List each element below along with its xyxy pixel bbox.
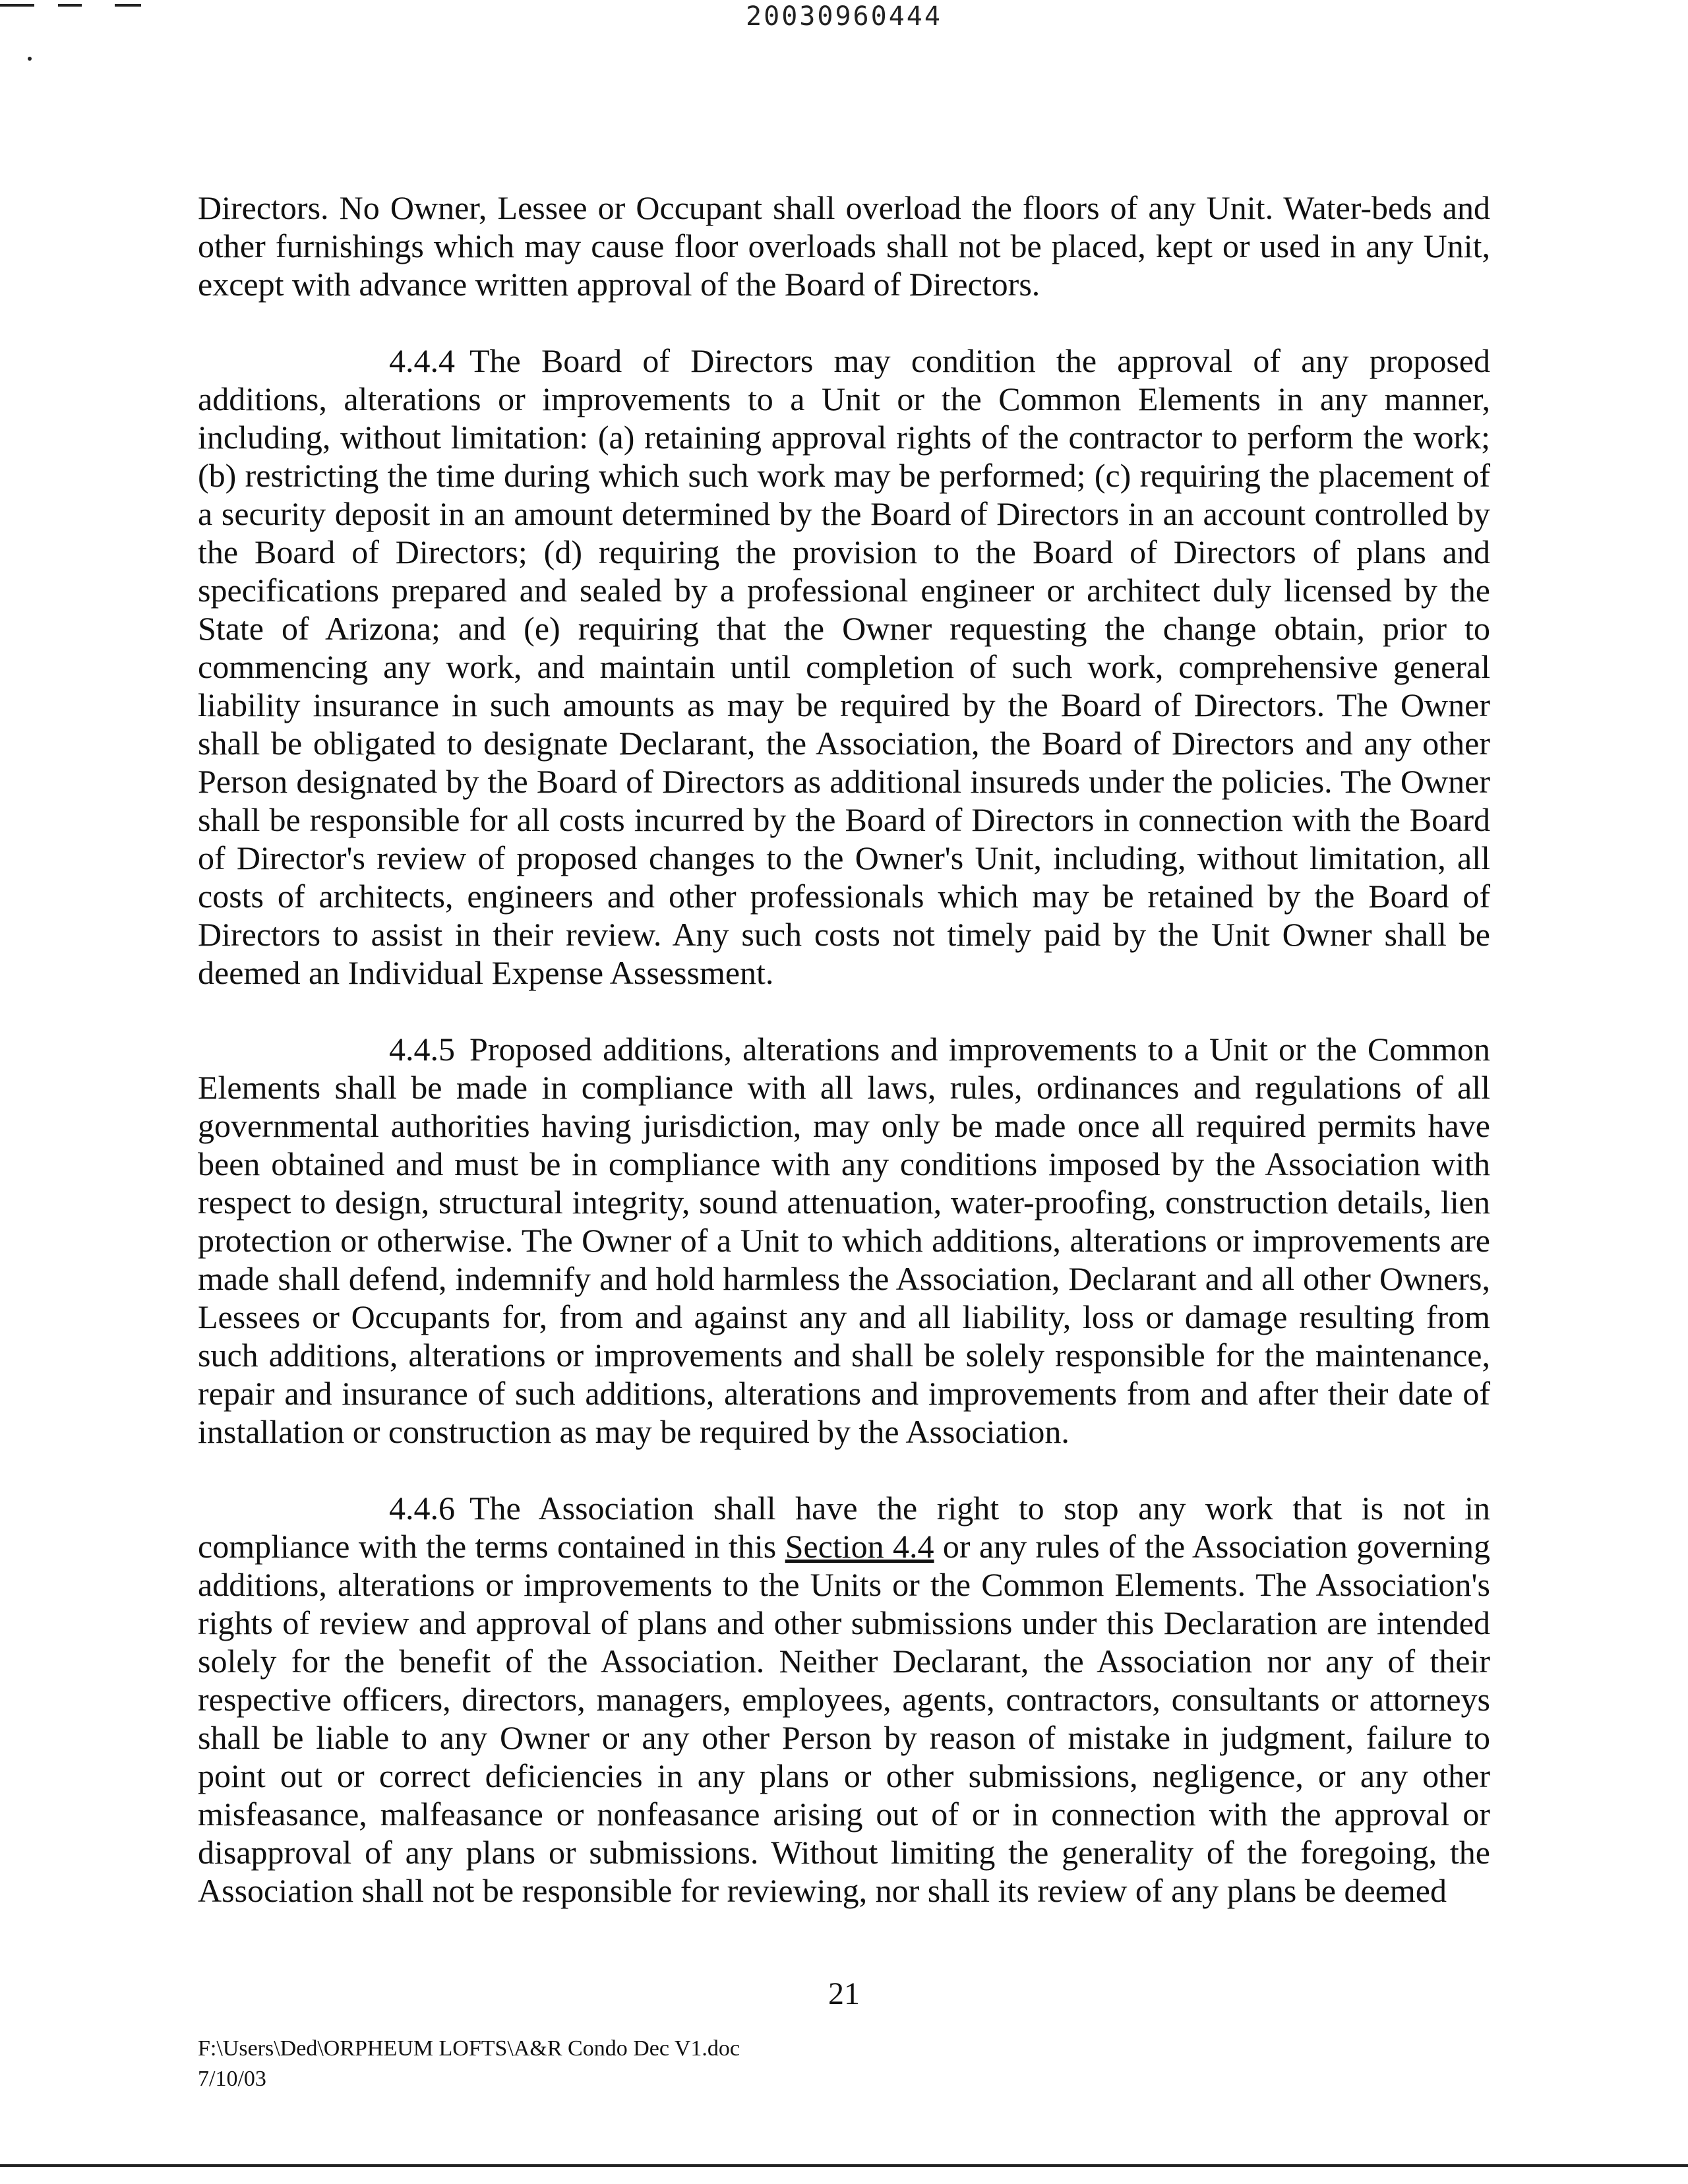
section-4-4-4 bbox=[198, 342, 1490, 992]
paragraph-continuation bbox=[198, 189, 1490, 303]
document-number: 20030960444 bbox=[746, 1, 942, 32]
section-number: 4.4.4 bbox=[389, 342, 455, 379]
section-reference: Section 4.4 bbox=[785, 1528, 934, 1565]
paragraph-text: The Association shall have the right to stop any work that is not in compliance with the terms contained in this bbox=[198, 1490, 1490, 1565]
footer-date: 7/10/03 bbox=[198, 2067, 266, 2091]
section-number: 4.4.5 bbox=[389, 1031, 455, 1068]
footer bbox=[198, 2034, 740, 2094]
section-number: 4.4.6 bbox=[389, 1490, 455, 1527]
paragraph-text: Directors. No Owner, Lessee or Occupant shall overload the floors of any Unit. Water-beds and other furnishings which may cause floor overloads shall not be placed, kept or used in any Unit, except with advance written approval of the Board of Directors. bbox=[198, 189, 1490, 303]
section-4-4-6 bbox=[198, 1489, 1490, 1910]
page-number: 21 bbox=[828, 1976, 860, 2011]
bottom-rule bbox=[0, 2164, 1688, 2167]
paragraph-text: or any rules of the Association governing additions, alterations or improvements to the Units or the Common Elements. The Association's rights of review and approval of plans and other submissions under this Declaration are intended solely for the benefit of the Association. Neither Declarant, the Association nor any of their respective officers, directors, managers, employees, agents, contractors, consultants or attorneys shall be liable to any Owner or any other Person by reason of mistake in judgment, failure to point out or correct deficiencies in any plans or other submissions, negligence, or any other misfeasance, malfeasance or nonfeasance arising out of or in connection with the approval or disapproval of any plans or submissions. Without limiting the generality of the foregoing, the Association shall not be responsible for reviewing, nor shall its review of any plans be deemed bbox=[198, 1528, 1491, 1909]
document-body bbox=[198, 189, 1490, 1948]
section-4-4-5 bbox=[198, 1030, 1490, 1451]
paragraph-text: The Board of Directors may condition the approval of any proposed additions, alterations or improvements to a Unit or the Common Elements in any manner, including, without limitation: (a) retaining approval rights of the contractor to perform the work; (b) restricting the time during which such work may be performed; (c) requiring the placement of a security deposit in an amount determined by the Board of Directors in an account controlled by the Board of Directors; (d) requiring the provision to the Board of Directors of plans and specifications prepared and sealed by a professional engineer or architect duly licensed by the State of Arizona; and (e) requiring that the Owner requesting the change obtain, prior to commencing any work, and maintain until completion of such work, comprehensive general liability insurance in such amounts as may be required by the Board of Directors. The Owner shall be obligated to designate Declarant, the Association, the Board of Directors and any other Person designated by the Board of Directors as additional insureds under the policies. The Owner shall be responsible for all costs incurred by the Board of Directors in connection with the Board of Director's review of proposed changes to the Owner's Unit, including, without limitation, all costs of architects, engineers and other professionals which may be retained by the Board of Directors to assist in their review. Any such costs not timely paid by the Unit Owner shall be deemed an Individual Expense Assessment. bbox=[198, 342, 1490, 991]
paragraph-text: Proposed additions, alterations and improvements to a Unit or the Common Elements shall be made in compliance with all laws, rules, ordinances and regulations of all governmental authorities having jurisdiction, may only be made once all required permits have been obtained and must be in compliance with any conditions imposed by the Association with respect to design, structural integrity, sound attenuation, water-proofing, construction details, lien protection or otherwise. The Owner of a Unit to which additions, alterations or improvements are made shall defend, indemnify and hold harmless the Association, Declarant and all other Owners, Lessees or Occupants for, from and against any and all liability, loss or damage resulting from such additions, alterations or improvements and shall be solely responsible for the maintenance, repair and insurance of such additions, alterations and improvements from and after their date of installation or construction as may be required by the Association. bbox=[198, 1031, 1490, 1450]
footer-file-path: F:\Users\Ded\ORPHEUM LOFTS\A&R Condo Dec V1.doc bbox=[198, 2036, 740, 2061]
scan-speck bbox=[28, 57, 32, 61]
